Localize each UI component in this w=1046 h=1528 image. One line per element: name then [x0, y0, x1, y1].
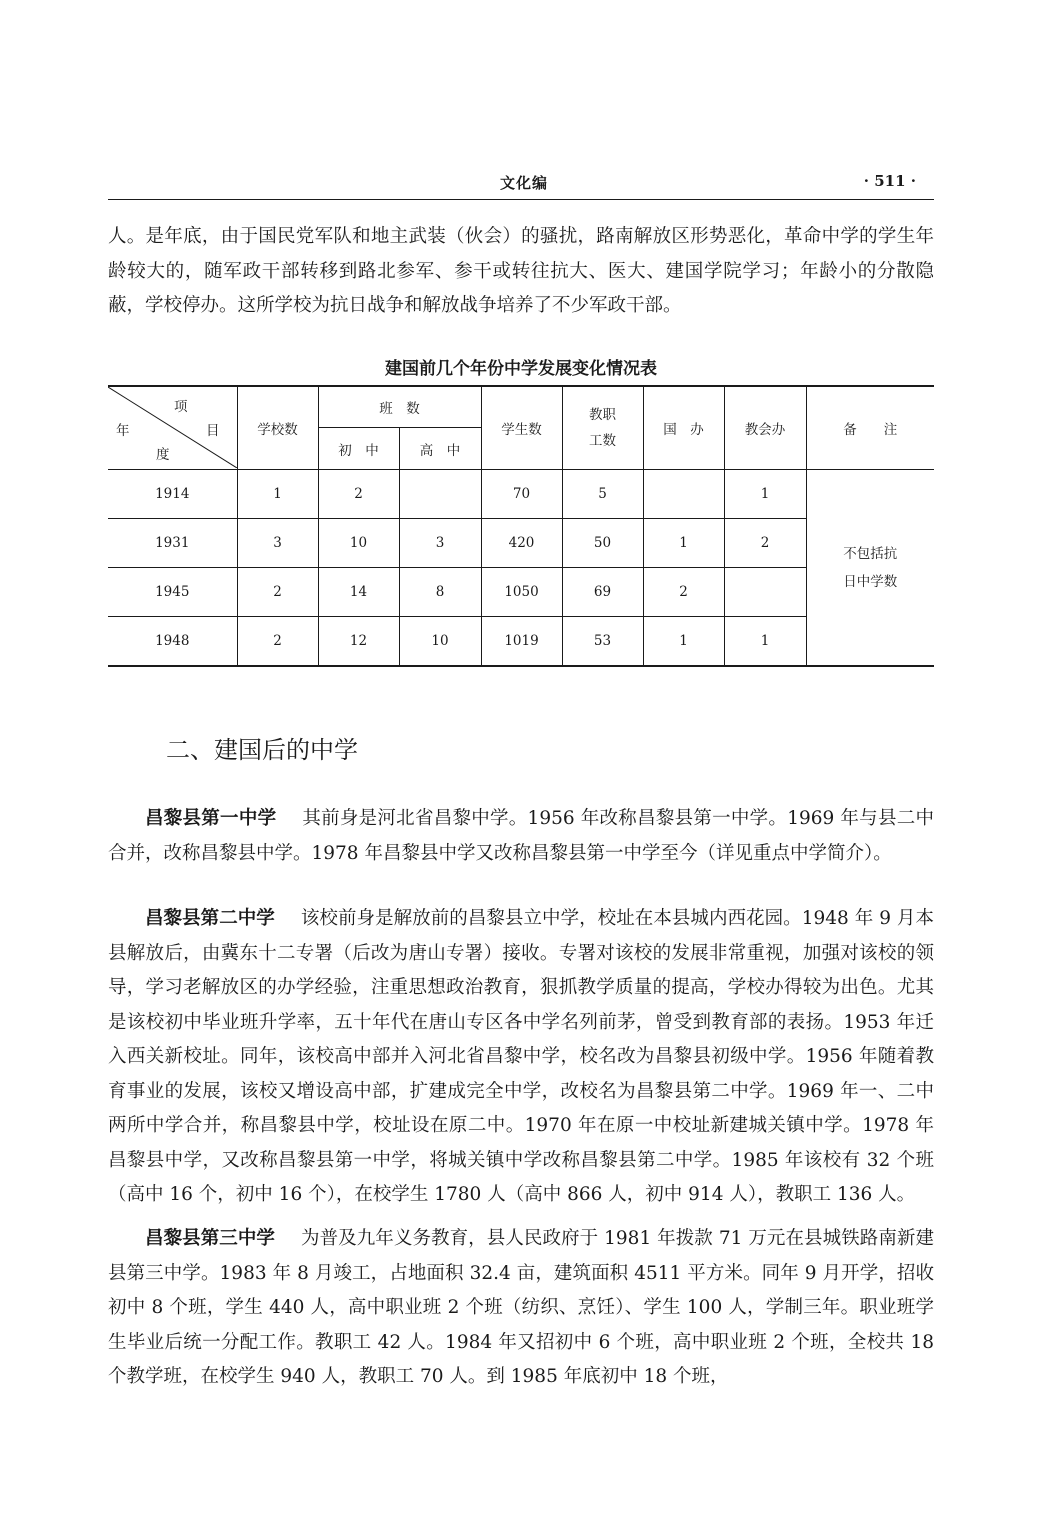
cell-staff: 50 — [562, 519, 643, 568]
section-heading: 二、建国后的中学 — [166, 736, 358, 764]
diag-label-nian: 年 — [116, 423, 130, 439]
table-row — [108, 470, 934, 519]
cell-schools: 2 — [237, 568, 318, 617]
cell-students: 70 — [481, 470, 562, 519]
header-senior: 高 中 — [399, 428, 481, 470]
header-students: 学生数 — [481, 386, 562, 470]
cell-staff: 5 — [562, 470, 643, 519]
cell-state: 1 — [643, 519, 724, 568]
cell-senior: 3 — [399, 519, 481, 568]
diag-label-du: 度 — [156, 447, 170, 463]
school-2-name: 昌黎县第二中学 — [145, 908, 275, 929]
table-title: 建国前几个年份中学发展变化情况表 — [385, 359, 657, 379]
cell-students: 420 — [481, 519, 562, 568]
header-state: 国 办 — [643, 386, 724, 470]
header-staff: 教职工数 — [562, 386, 643, 470]
school-1-name: 昌黎县第一中学 — [145, 808, 277, 829]
cell-year: 1945 — [108, 568, 237, 617]
cell-schools: 1 — [237, 470, 318, 519]
statistics-table — [108, 385, 934, 667]
cell-remarks — [806, 470, 934, 667]
header-junior: 初 中 — [318, 428, 399, 470]
cell-year: 1931 — [108, 519, 237, 568]
cell-students: 1050 — [481, 568, 562, 617]
diagonal-header-cell — [108, 386, 237, 470]
header-classes: 班 数 — [318, 386, 481, 428]
school-3-text: 为普及九年义务教育，县人民政府于 1981 年拨款 71 万元在县城铁路南新建县第三中学。1983 年 8 月竣工，占地面积 32.4 亩，建筑面积 4511 平方米。同年 9 月开学，招收初中 8 个班，学生 440 人，高中职业班 2 个班（纺织、烹饪）、学生 100 人，学制三年。职业班学生毕业后统一分配工作。教职工 42 人。1984 年又招初中 6 个班，高中职业班 2 个班，全校共 18 个教学班，在校学生 940 人，教职工 70 人。到 1985 年底初中 18 个班， — [108, 1228, 934, 1387]
remark-line-2: 日中学数 — [843, 573, 898, 590]
cell-year: 1948 — [108, 617, 237, 667]
page-number: · 511 · — [863, 172, 916, 190]
cell-church: 1 — [724, 617, 806, 667]
diag-label-mu: 目 — [206, 423, 220, 439]
intro-paragraph: 人。是年底，由于国民党军队和地主武装（伙会）的骚扰，路南解放区形势恶化，革命中学的学生年龄较大的，随军政干部转移到路北参军、参干或转往抗大、医大、建国学院学习；年龄小的分散隐蔽，学校停办。这所学校为抗日战争和解放战争培养了不少军政干部。 — [108, 226, 934, 316]
cell-church: 2 — [724, 519, 806, 568]
cell-schools: 3 — [237, 519, 318, 568]
cell-junior: 14 — [318, 568, 399, 617]
cell-students: 1019 — [481, 617, 562, 667]
cell-state — [643, 470, 724, 519]
cell-state: 1 — [643, 617, 724, 667]
diag-label-item: 项 — [174, 399, 188, 415]
running-header — [108, 170, 934, 196]
cell-junior: 10 — [318, 519, 399, 568]
cell-year: 1914 — [108, 470, 237, 519]
header-church: 教会办 — [724, 386, 806, 470]
cell-staff: 53 — [562, 617, 643, 667]
cell-junior: 12 — [318, 617, 399, 667]
cell-senior — [399, 470, 481, 519]
header-rule — [108, 199, 934, 200]
cell-schools: 2 — [237, 617, 318, 667]
remark-line-1: 不包括抗 — [843, 545, 898, 562]
header-title: 文化编 — [500, 174, 549, 192]
cell-senior: 8 — [399, 568, 481, 617]
cell-church: 1 — [724, 470, 806, 519]
school-2-paragraph — [108, 902, 934, 1213]
cell-junior: 2 — [318, 470, 399, 519]
school-3-paragraph — [108, 1222, 934, 1395]
school-2-text: 该校前身是解放前的昌黎县立中学，校址在本县城内西花园。1948 年 9 月本县解放后，由冀东十二专署（后改为唐山专署）接收。专署对该校的发展非常重视，加强对该校的领导，学习老解放区的办学经验，注重思想政治教育，狠抓教学质量的提高，学校办得较为出色。尤其是该校初中毕业班升学率，五十年代在唐山专区各中学名列前茅，曾受到教育部的表扬。1953 年迁入西关新校址。同年，该校高中部并入河北省昌黎中学，校名改为昌黎县初级中学。1956 年随着教育事业的发展，该校又增设高中部，扩建成完全中学，改校名为昌黎县第二中学。1969 年一、二中两所中学合并，称昌黎县中学，校址设在原二中。1970 年在原一中校址新建城关镇中学。1978 年昌黎县中学，又改称昌黎县第一中学，将城关镇中学改称昌黎县第二中学。1985 年该校有 32 个班（高中 16 个，初中 16 个），在校学生 1780 人（高中 866 人，初中 914 人），教职工 136 人。 — [108, 908, 934, 1205]
header-schools: 学校数 — [237, 386, 318, 470]
school-1-paragraph — [108, 802, 934, 871]
cell-church — [724, 568, 806, 617]
cell-senior: 10 — [399, 617, 481, 667]
school-3-name: 昌黎县第三中学 — [145, 1228, 276, 1249]
cell-staff: 69 — [562, 568, 643, 617]
header-remarks: 备 注 — [806, 386, 934, 470]
school-1-text: 其前身是河北省昌黎中学。1956 年改称昌黎县第一中学。1969 年与县二中合并，改称昌黎县中学。1978 年昌黎县中学又改称昌黎县第一中学至今（详见重点中学简介）。 — [108, 808, 934, 864]
cell-state: 2 — [643, 568, 724, 617]
